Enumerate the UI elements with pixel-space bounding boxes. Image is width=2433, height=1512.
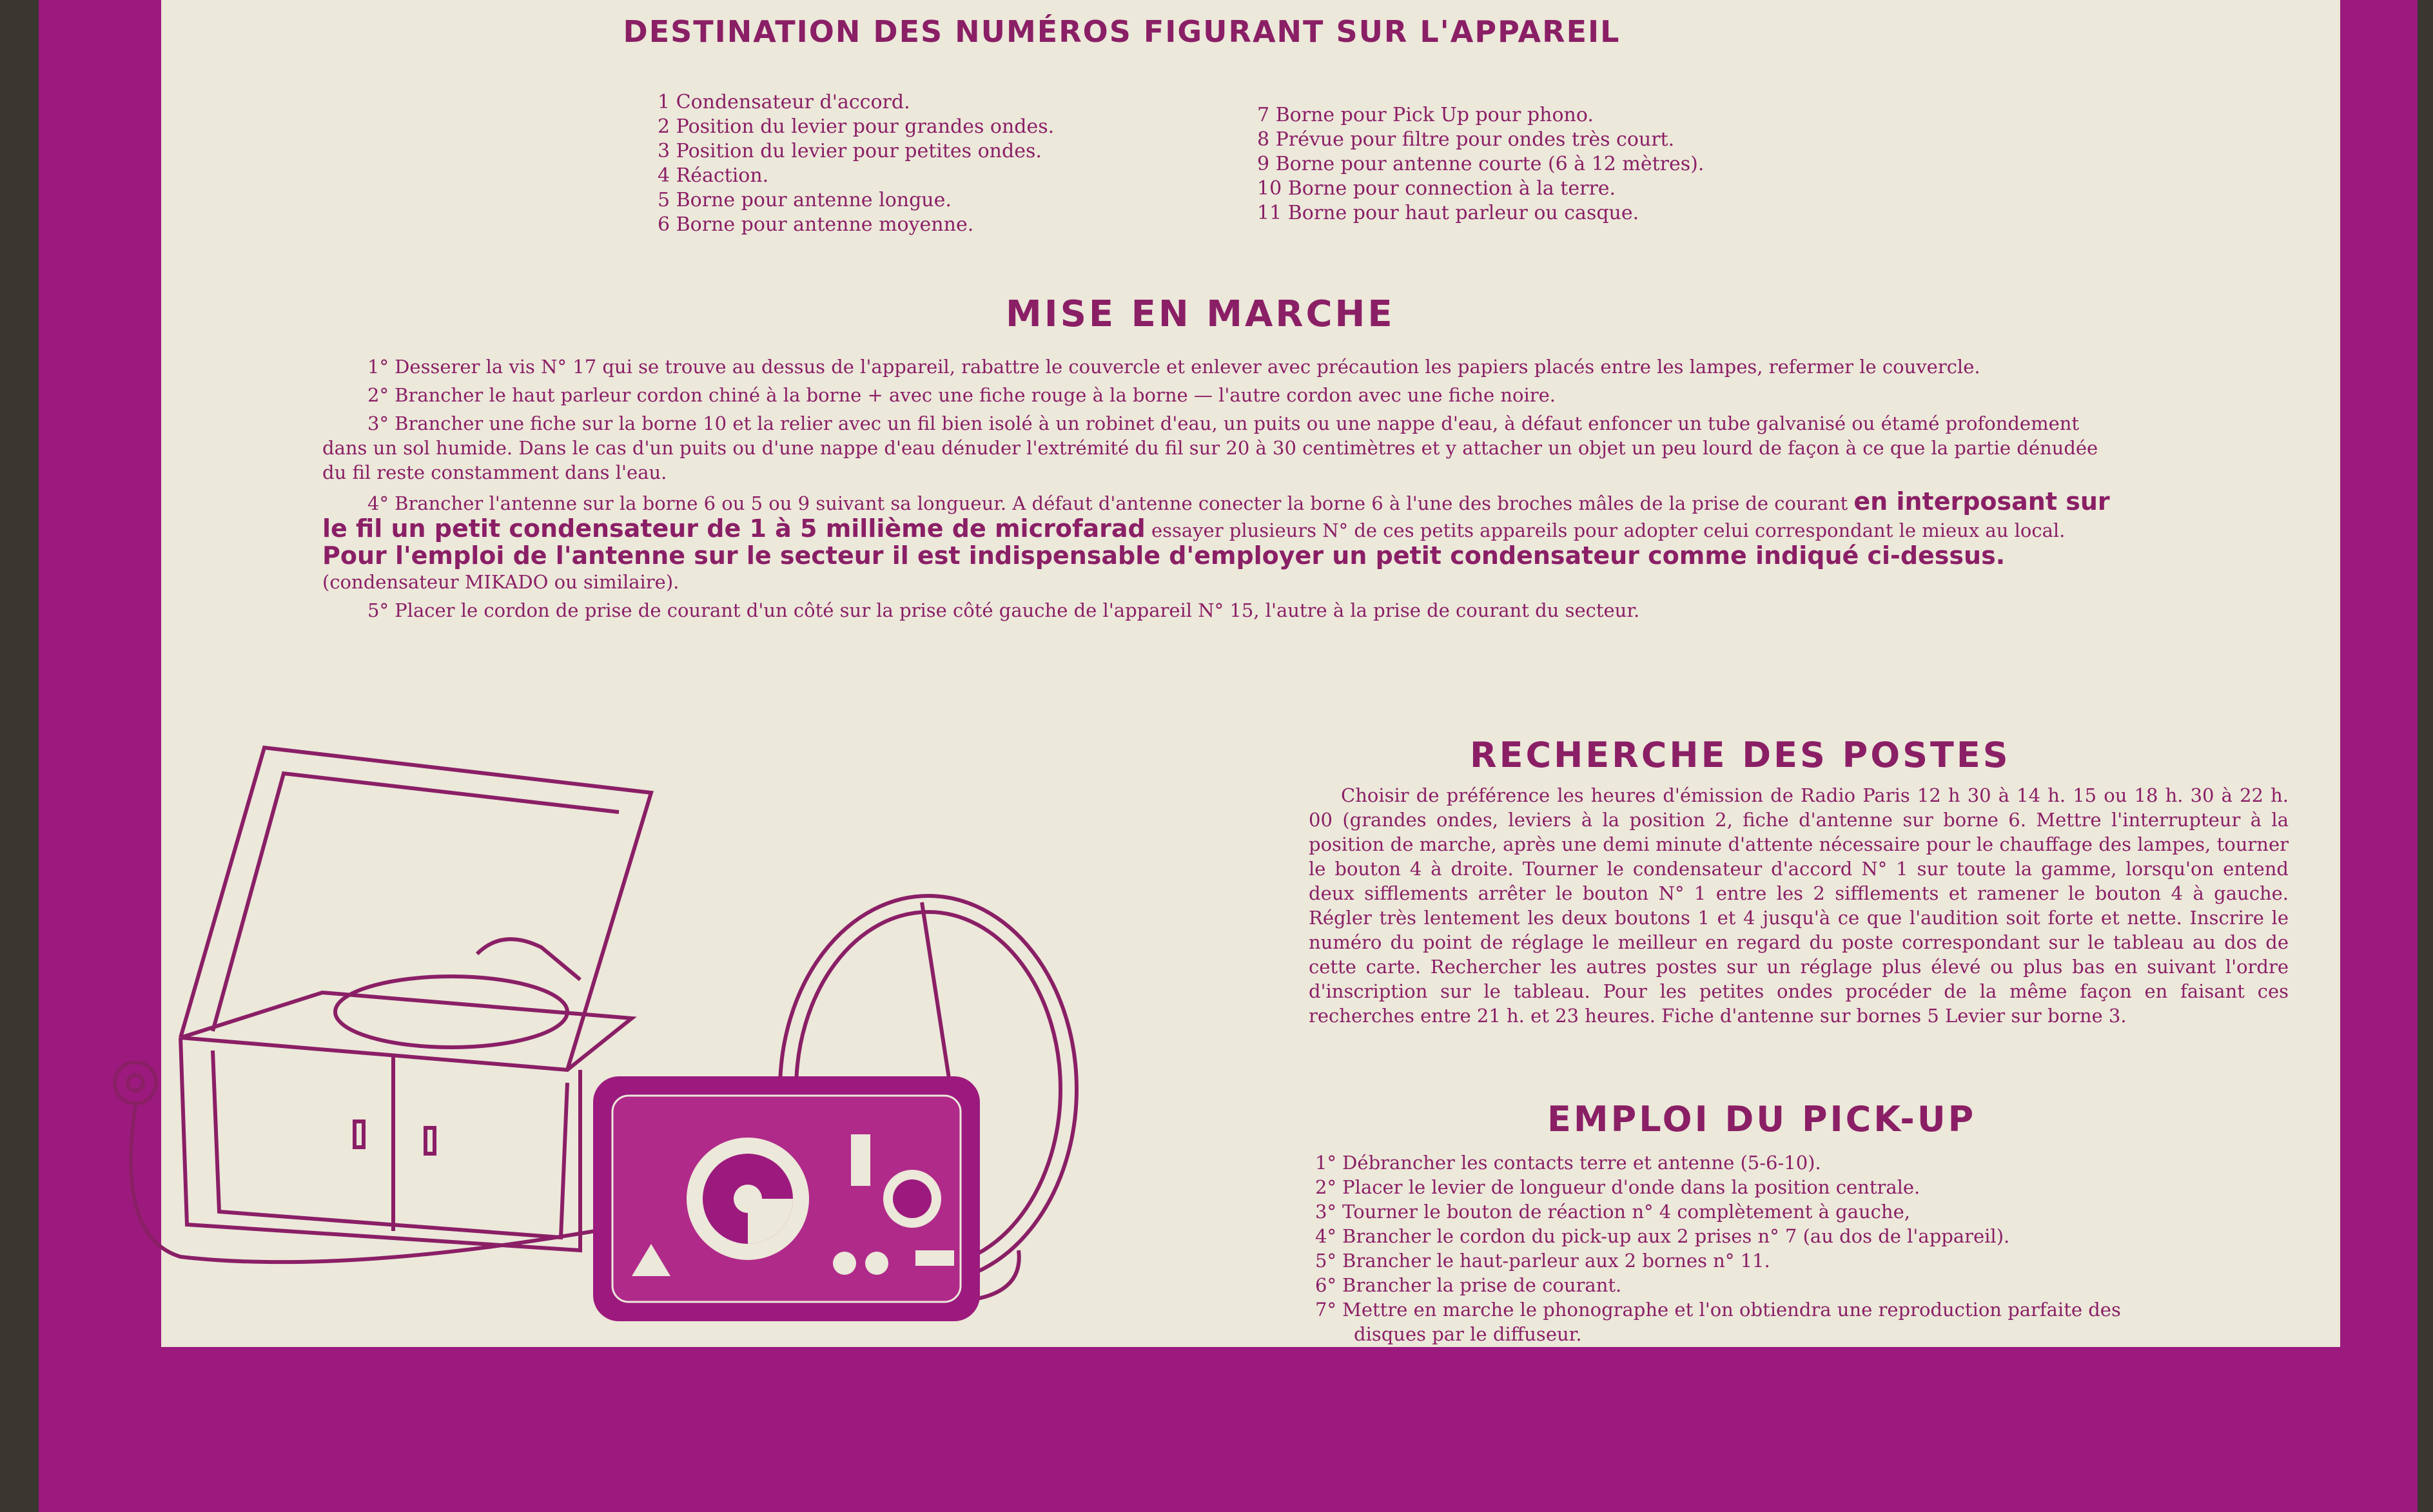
- legend-item: 4 Réaction.: [658, 164, 769, 187]
- legend-item: 5 Borne pour antenne longue.: [658, 189, 952, 211]
- pickup-step: 1° Débrancher les contacts terre et antenne (5-6-10).: [1315, 1152, 1821, 1174]
- legend-left: [658, 90, 1054, 237]
- legend-item: 1 Condensateur d'accord.: [658, 91, 910, 113]
- step-5: 5° Placer le cordon de prise de courant d'un côté sur la prise côté gauche de l'appareil N° 15, l'autre à la prise de courant du secteur.: [367, 599, 1640, 621]
- legend-item: 8 Prévue pour filtre pour ondes très court.: [1257, 128, 1675, 151]
- pickup-heading: EMPLOI DU PICK-UP: [1547, 1099, 1977, 1139]
- legend-item: 11 Borne pour haut parleur ou casque.: [1257, 202, 1639, 224]
- recherche-text: Choisir de préférence les heures d'émission de Radio Paris 12 h 30 à 14 h. 15 ou 18 h. 30 à 22 h. 00 (grandes ondes, leviers à la position 2, fiche d'antenne sur borne 6. Mettre l'interrupteur à la position de marche, après une demi minute d'attente nécessaire pour le chauffage des lampes, tourner le bouton 4 à droite. Tourner le condensateur d'accord N° 1 sur toute la gamme, lorsqu'on entend deux sifflements arrêter le bouton N° 1 entre les 2 sifflements et ramener le bouton 4 à gauche. Régler très lentement les deux boutons 1 et 4 jusqu'à ce que l'audition soit forte et nette. Inscrire le numéro du point de réglage le meilleur en regard du poste correspondant sur le tableau au dos de cette carte. Rechercher les autres postes sur un réglage plus élevé ou plus bas en suivant l'ordre d'inscription sur le tableau. Pour les petites ondes procéder de la même façon en faisant ces recherches entre 21 h. et 23 heures. Fiche d'antenne sur bornes 5 Levier sur borne 3.: [1309, 784, 2289, 1027]
- legend-right: [1257, 103, 1704, 226]
- legend-item: 10 Borne pour connection à la terre.: [1257, 177, 1616, 200]
- pickup-step: 7° Mettre en marche le phonographe et l'on obtiendra une reproduction parfaite des: [1315, 1299, 2121, 1321]
- mise-en-marche-heading: MISE EN MARCHE: [1006, 293, 1395, 335]
- step-4-text-b: essayer plusieurs N° de ces petits appareils pour adopter celui correspondant le mieux au local.: [1151, 519, 2066, 541]
- wall-plug-drawing: [115, 1062, 156, 1103]
- legend-item: 9 Borne pour antenne courte (6 à 12 mètres).: [1257, 153, 1705, 175]
- pickup-step: 4° Brancher le cordon du pick-up aux 2 prises n° 7 (au dos de l'appareil).: [1315, 1225, 2010, 1247]
- page-title: DESTINATION DES NUMÉROS FIGURANT SUR L'APPAREIL: [623, 14, 1621, 49]
- mise-en-marche-steps: [322, 354, 2127, 626]
- pickup-step: 2° Placer le levier de longueur d'onde dans la position centrale.: [1315, 1176, 1920, 1198]
- recherche-heading: RECHERCHE DES POSTES: [1470, 735, 2011, 775]
- step-4-text-a: 4° Brancher l'antenne sur la borne 6 ou 5 ou 9 suivant sa longueur. A défaut d'antenne conecter la borne 6 à l'une des broches mâles de la prise de courant: [367, 492, 1848, 514]
- step-3: 3° Brancher une fiche sur la borne 10 et la relier avec un fil bien isolé à un robinet d'eau, un puits ou une nappe d'eau, à défaut enfoncer un tube galvanisé ou étamé profondement dans un sol humide. Dans le cas d'un puits ou d'une nappe d'eau dénuder l'extrémité du fil sur 20 à 30 centimètres et y attacher un objet un peu lourd de façon à ce que la partie dénudée du fil reste constamment dans l'eau.: [322, 412, 2098, 483]
- step-4: [322, 489, 2127, 594]
- pickup-steps: [1315, 1150, 2121, 1346]
- radio-set-drawing: [593, 1076, 980, 1321]
- pickup-step: 3° Tourner le bouton de réaction n° 4 complètement à gauche,: [1315, 1201, 1910, 1223]
- pickup-step: 5° Brancher le haut-parleur aux 2 bornes n° 11.: [1315, 1250, 1770, 1272]
- pickup-step: disques par le diffuseur.: [1354, 1323, 1582, 1345]
- pickup-step: 6° Brancher la prise de courant.: [1315, 1274, 1622, 1296]
- step-1: 1° Desserer la vis N° 17 qui se trouve au dessus de l'appareil, rabattre le couvercle et enlever avec précaution les papiers placés entre les lampes, refermer le couvercle.: [367, 356, 1980, 378]
- step-2: 2° Brancher le haut parleur cordon chiné à la borne + avec une fiche rouge à la borne — l'autre cordon avec une fiche noire.: [367, 384, 1556, 406]
- phonograph-lid-drawing: [181, 748, 651, 1070]
- legend-item: 2 Position du levier pour grandes ondes.: [658, 115, 1055, 138]
- step-4-emphasis-1: en interposant sur le fil un petit condensateur de 1 à 5 millième de microfarad: [322, 487, 2110, 543]
- legend-item: 3 Position du levier pour petites ondes.: [658, 140, 1042, 162]
- radio-phonograph-illustration: [90, 735, 1302, 1347]
- recherche-text-block: [1309, 783, 2289, 1028]
- legend-item: 7 Borne pour Pick Up pour phono.: [1257, 104, 1594, 126]
- step-4-emphasis-2: Pour l'emploi de l'antenne sur le secteur il est indispensable d'employer un petit condensateur comme indiqué ci-dessus.: [322, 541, 2006, 570]
- instruction-sheet: [161, 0, 2340, 1347]
- legend-item: 6 Borne pour antenne moyenne.: [658, 213, 974, 236]
- step-4-text-c: (condensateur MIKADO ou similaire).: [322, 571, 679, 593]
